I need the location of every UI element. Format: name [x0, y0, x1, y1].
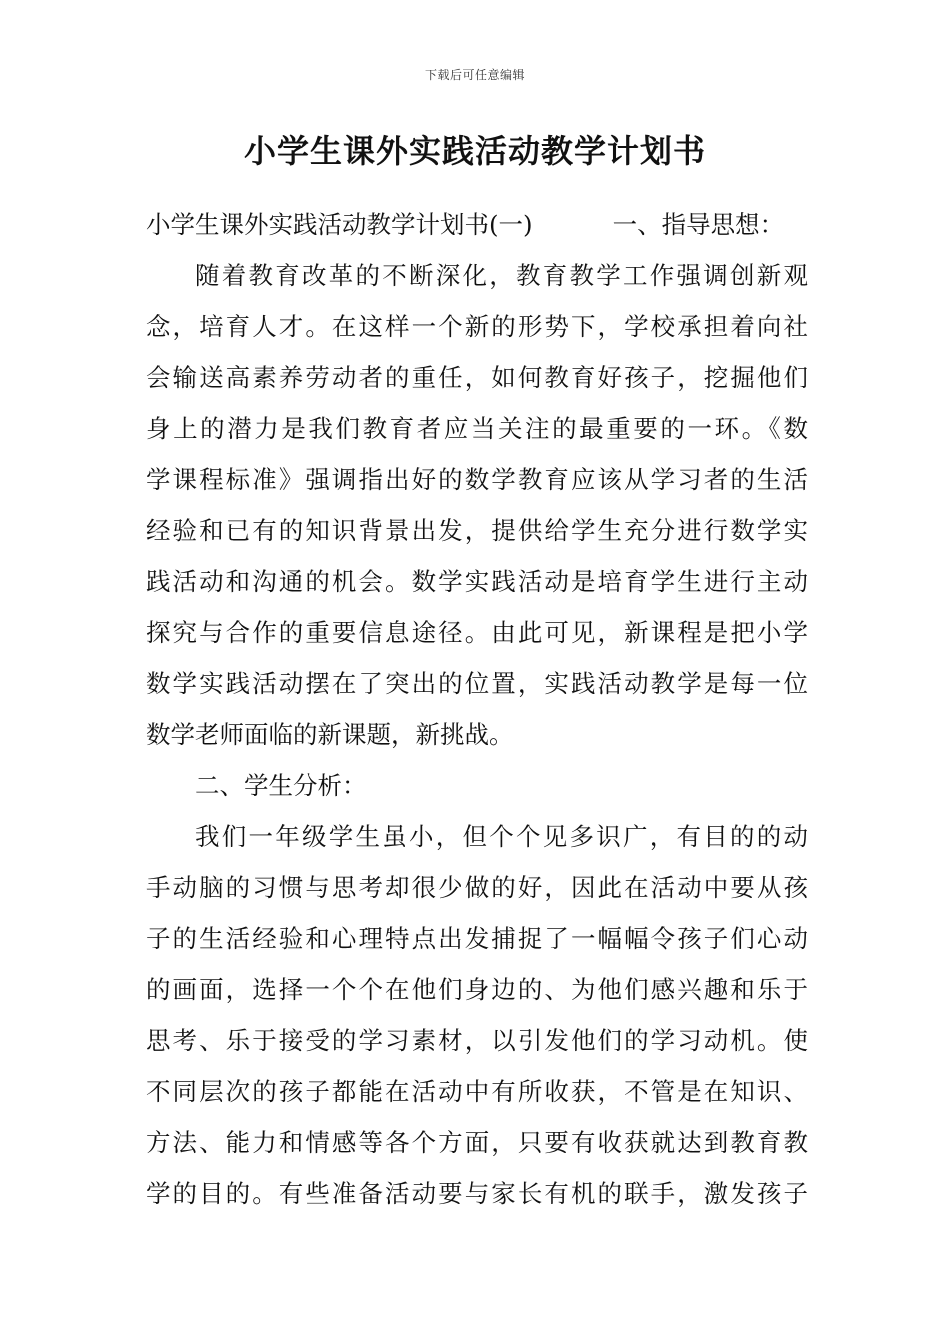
paragraph-line: 会输送高素养劳动者的重任，如何教育好孩子，挖掘他们 — [146, 363, 808, 392]
paragraph-line: 学的目的。有些准备活动要与家长有机的联手，激发孩子 — [146, 1179, 808, 1208]
header-note: 下载后可任意编辑 — [424, 68, 525, 82]
paragraph-line: 思考、乐于接受的学习素材，以引发他们的学习动机。使 — [146, 1026, 808, 1055]
paragraph-2 — [146, 811, 808, 1219]
subtitle: 小学生课外实践活动教学计划书(一) — [146, 210, 533, 239]
paragraph-line: 方法、能力和情感等各个方面，只要有收获就达到教育教 — [146, 1128, 808, 1157]
paragraph-1 — [146, 250, 808, 760]
paragraph-line: 念，培育人才。在这样一个新的形势下，学校承担着向社 — [146, 312, 808, 341]
paragraph-line: 随着教育改革的不断深化，教育教学工作强调创新观 — [195, 261, 808, 290]
paragraph-line: 践活动和沟通的机会。数学实践活动是培育学生进行主动 — [146, 567, 808, 596]
paragraph-line: 数学实践活动摆在了突出的位置，实践活动教学是每一位 — [146, 669, 808, 698]
paragraph-line: 我们一年级学生虽小，但个个见多识广，有目的的动 — [195, 822, 808, 851]
paragraph-line: 不同层次的孩子都能在活动中有所收获，不管是在知识、 — [146, 1077, 808, 1106]
section-heading-1: 一、指导思想： — [612, 210, 785, 239]
paragraph-line: 的画面，选择一个个在他们身边的、为他们感兴趣和乐于 — [146, 975, 808, 1004]
paragraph-line: 数学老师面临的新课题，新挑战。 — [146, 720, 514, 749]
paragraph-line: 子的生活经验和心理特点出发捕捉了一幅幅令孩子们心动 — [146, 924, 808, 953]
paragraph-line: 学课程标准》强调指出好的数学教育应该从学习者的生活 — [146, 465, 808, 494]
paragraph-line: 手动脑的习惯与思考却很少做的好，因此在活动中要从孩 — [146, 873, 808, 902]
section-heading-2: 二、学生分析： — [195, 771, 367, 800]
intro-line — [146, 199, 808, 250]
document-title: 小学生课外实践活动教学计划书 — [243, 132, 706, 170]
document-body — [146, 199, 808, 1219]
paragraph-line: 探究与合作的重要信息途径。由此可见，新课程是把小学 — [146, 618, 808, 647]
paragraph-line: 经验和已有的知识背景出发，提供给学生充分进行数学实 — [146, 516, 808, 545]
paragraph-line: 身上的潜力是我们教育者应当关注的最重要的一环。《数 — [146, 414, 808, 443]
